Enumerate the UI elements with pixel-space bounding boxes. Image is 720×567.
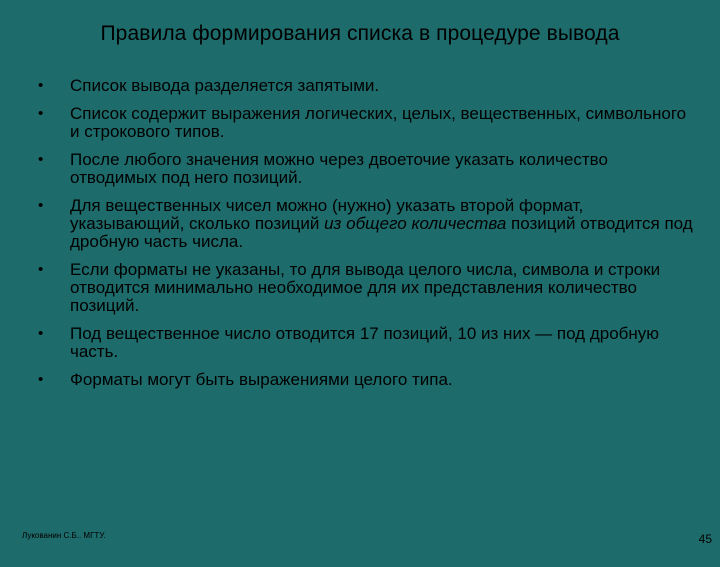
page-number: 45 [698,532,712,546]
bullet-icon: • [38,197,44,214]
bullet-item [38,197,698,251]
bullet-icon: • [38,151,44,168]
bullet-icon: • [38,371,44,388]
bullet-text-italic: из общего количества [324,214,507,233]
bullet-item [38,371,698,389]
bullet-icon: • [38,325,44,342]
bullet-icon: • [38,77,44,94]
bullet-item [38,151,698,187]
bullet-item [38,261,698,315]
bullet-text: Список содержит выражения логических, целых, вещественных, символьного и строкового типов. [70,104,687,141]
footer-author: Лукованин С.Б.. МГТУ. [22,531,106,540]
bullet-icon: • [38,261,44,278]
bullet-item [38,77,698,95]
bullet-list [38,77,698,399]
bullet-text: После любого значения можно через двоеточие указать количество отводимых под него позиций. [70,150,608,187]
bullet-text: Если форматы не указаны, то для вывода целого числа, символа и строки отводится минимально необходимое для их представления количество позиций. [70,260,661,315]
bullet-text-part: Для вещественных чисел можно (нужно) указать второй формат, указывающий, сколько позиций [70,196,584,233]
bullet-text: Форматы могут быть выражениями целого типа. [70,370,453,389]
bullet-text: Под вещественное число отводится 17 позиций, 10 из них — под дробную часть. [70,324,660,361]
bullet-item [38,325,698,361]
bullet-icon: • [38,105,44,122]
bullet-text [70,196,693,251]
bullet-text-part: позиций отводится под дробную часть числа. [70,214,693,251]
bullet-item [38,105,698,141]
bullet-text: Список вывода разделяется запятыми. [70,76,380,95]
slide-title: Правила формирования списка в процедуре вывода [100,22,620,45]
